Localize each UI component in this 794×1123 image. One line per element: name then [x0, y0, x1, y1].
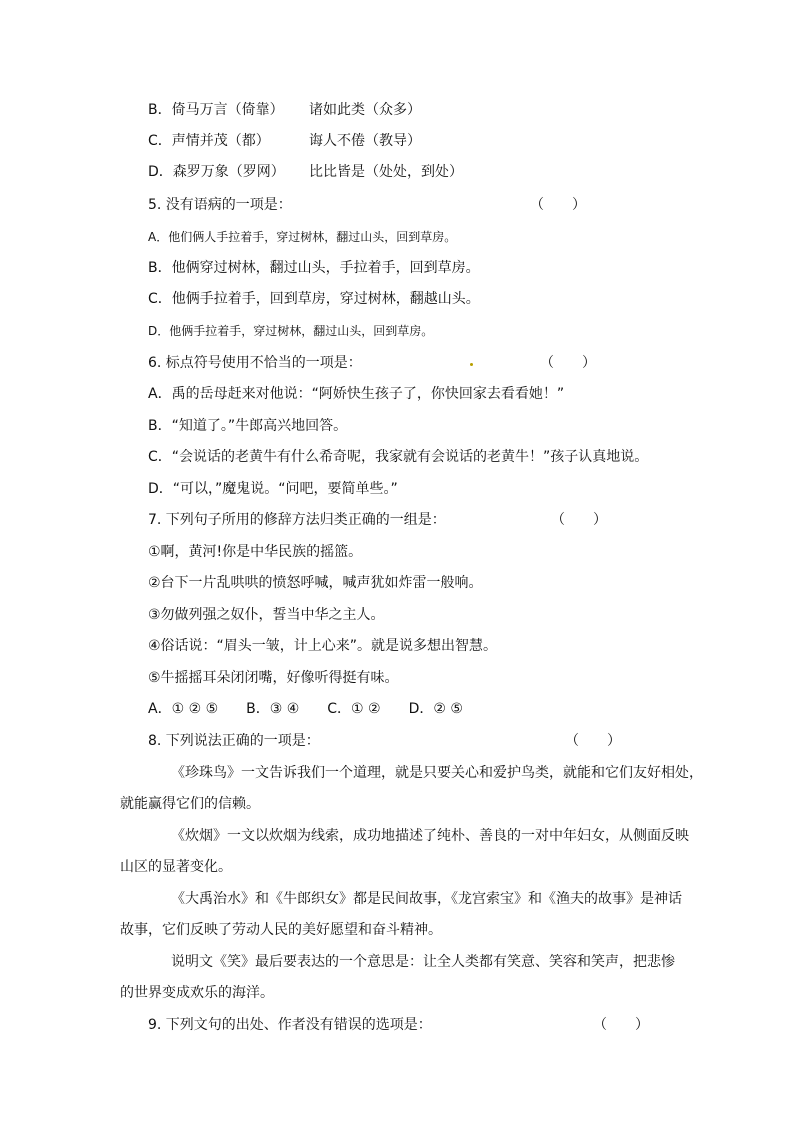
q7-sentence-2: ②台下一片乱哄哄的愤怒呼喊，喊声犹如炸雷一般响。: [148, 575, 483, 591]
q5-option-a: A．他们俩人手拉着手，穿过树林，翻过山头，回到草房。: [148, 230, 457, 244]
q8-statement-4-line-2: 的世界变成欢乐的海洋。: [120, 985, 274, 1001]
q9-answer-blank: （ ）: [593, 1017, 649, 1033]
q6-option-b: B．“知道了。”牛郎高兴地回答。: [148, 418, 348, 434]
q7-sentence-5: ⑤牛摇摇耳朵闭闭嘴，好像听得挺有味。: [148, 670, 399, 686]
q8-statement-2-line-2: 山区的显著变化。: [120, 859, 232, 875]
q7-answer-blank: （ ）: [551, 512, 607, 528]
q8-stem: 8. 下列说法正确的一项是：: [148, 733, 320, 749]
q6-answer-blank: （ ）: [540, 355, 596, 371]
q4-option-b-right: 诸如此类（众多）: [309, 102, 421, 118]
q6-option-d: D．“可以，”魔鬼说。“问吧，要简单些。”: [148, 481, 398, 497]
q6-option-a: A．禹的岳母赶来对他说：“阿娇快生孩子了，你快回家去看看她！”: [148, 386, 565, 402]
q5-answer-blank: （ ）: [530, 197, 586, 213]
q4-option-c-right: 诲人不倦（教导）: [309, 133, 421, 149]
q7-choices: A．① ② ⑤ B．③ ④ C．① ② D．② ⑤: [148, 701, 463, 717]
q8-statement-1-line-2: 就能赢得它们的信赖。: [120, 796, 260, 812]
q6-option-c: C．“会说话的老黄牛有什么希奇呢，我家就有会说话的老黄牛！”孩子认真地说。: [148, 449, 649, 465]
stray-dot: [470, 363, 473, 366]
q8-statement-2-line-1: 《炊烟》一文以炊烟为线索，成功地描述了纯朴、善良的一对中年妇女，从侧面反映: [171, 828, 689, 844]
q5-option-b: B．他俩穿过树林，翻过山头，手拉着手，回到草房。: [148, 260, 480, 276]
q6-stem: 6. 标点符号使用不恰当的一项是：: [148, 355, 362, 371]
q8-statement-1-line-1: 《珍珠鸟》一文告诉我们一个道理，就是只要关心和爱护鸟类，就能和它们友好相处，: [171, 765, 703, 781]
q4-option-d-right: 比比皆是（处处，到处）: [309, 164, 463, 180]
q4-option-d-left: D．森罗万象（罗网）: [148, 164, 285, 180]
q4-option-b-left: B．倚马万言（倚靠）: [148, 102, 284, 118]
q5-option-c: C．他俩手拉着手，回到草房，穿过树林，翻越山头。: [148, 291, 480, 307]
q7-sentence-4: ④俗话说：“眉头一皱，计上心来”。就是说多想出智慧。: [148, 638, 498, 654]
q8-answer-blank: （ ）: [565, 733, 621, 749]
q9-stem: 9. 下列文句的出处、作者没有错误的选项是：: [148, 1017, 432, 1033]
q7-sentence-1: ①啊，黄河!你是中华民族的摇篮。: [148, 544, 363, 560]
q5-option-d: D．他俩手拉着手，穿过树林，翻过山头，回到草房。: [148, 324, 434, 338]
q8-statement-4-line-1: 说明文《笑》最后要表达的一个意思是：让全人类都有笑意、笑容和笑声，把悲惨: [171, 954, 675, 970]
q7-sentence-3: ③勿做列强之奴仆，誓当中华之主人。: [148, 607, 385, 623]
q8-statement-3-line-2: 故事，它们反映了劳动人民的美好愿望和奋斗精神。: [120, 922, 442, 938]
q7-stem: 7. 下列句子所用的修辞方法归类正确的一组是：: [148, 512, 446, 528]
q8-statement-3-line-1: 《大禹治水》和《牛郎织女》都是民间故事，《龙宫索宝》和《渔夫的故事》是神话: [171, 891, 682, 907]
q4-option-c-left: C．声情并茂（都）: [148, 133, 270, 149]
q5-stem: 5. 没有语病的一项是：: [148, 197, 292, 213]
